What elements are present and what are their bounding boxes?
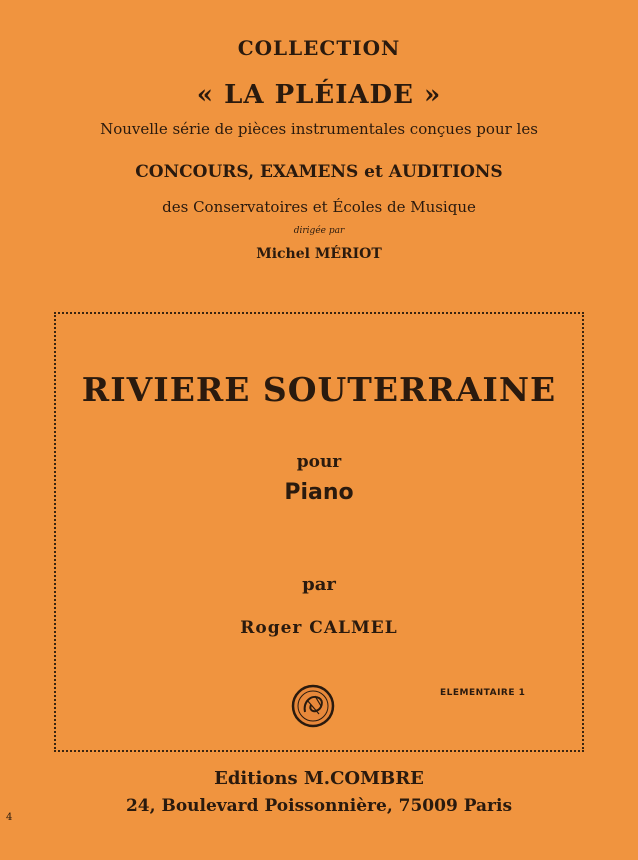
par-label: par	[302, 574, 336, 595]
publisher-emblem-icon	[291, 684, 335, 728]
collection-label: COLLECTION	[237, 36, 401, 60]
pour-label: pour	[296, 452, 342, 472]
difficulty-level: ELEMENTAIRE 1	[440, 688, 526, 698]
occasions-line: CONCOURS, EXAMENS et AUDITIONS	[135, 162, 503, 182]
instrument-label: Piano	[284, 480, 354, 505]
director-name: Michel MÉRIOT	[256, 246, 382, 262]
piece-title: RIVIERE SOUTERRAINE	[81, 370, 557, 409]
institutions-line: des Conservatoires et Écoles de Musique	[162, 198, 476, 216]
series-subtitle: Nouvelle série de pièces instrumentales conçues pour les	[100, 120, 538, 138]
directed-by-label: dirigée par	[293, 226, 345, 236]
composer-name: Roger CALMEL	[240, 618, 398, 638]
margin-mark: 4	[6, 812, 13, 823]
series-name: « LA PLÉIADE »	[196, 80, 442, 110]
publisher-name: Editions M.COMBRE	[214, 768, 424, 789]
publisher-address: 24, Boulevard Poissonnière, 75009 Paris	[125, 796, 513, 816]
